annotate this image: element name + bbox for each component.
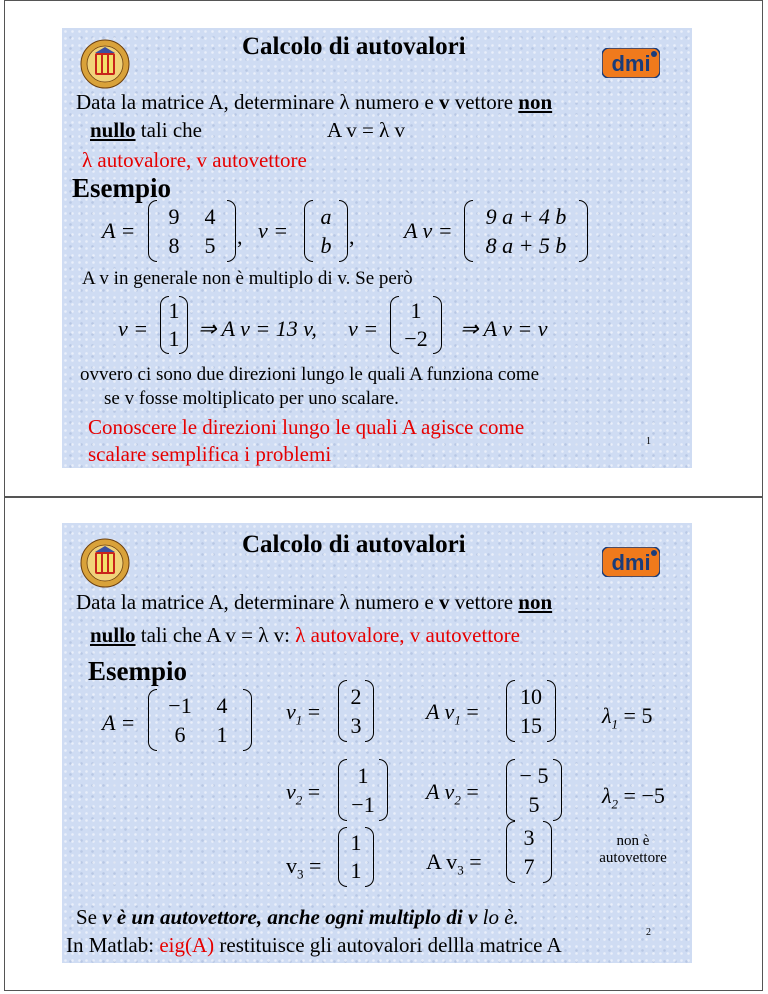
- matrix-cell: 5: [204, 233, 216, 258]
- vector-v2: [338, 759, 388, 821]
- vector-v1: [160, 296, 188, 354]
- dmi-logo-icon: [602, 547, 660, 577]
- definition-line-1: Data la matrice A, determinare λ numero e v vettore non: [76, 590, 553, 614]
- svg-text:dmi: dmi: [611, 550, 651, 575]
- definition-line-2: nullo tali che: [90, 118, 202, 142]
- vector-cell: 5: [528, 792, 540, 817]
- vector-cell: 7: [523, 854, 535, 879]
- matrix-cell: −1: [168, 693, 192, 718]
- conclusion-red-1: Conoscere le direzioni lungo le quali A agisce come: [88, 415, 525, 439]
- vector-cell: 9 a + 4 b: [485, 204, 567, 229]
- implication-2: ⇒ A v = v: [460, 316, 548, 341]
- not-eigenvector-note: non è autovettore: [599, 833, 667, 866]
- vector-cell: −2: [404, 326, 428, 351]
- vector-cell: 1: [357, 763, 369, 788]
- slide-title: Calcolo di autovalori: [242, 531, 466, 558]
- matrix-cell: 1: [216, 722, 228, 747]
- matrix-cell: 4: [216, 693, 228, 718]
- eigen-equation: A v = λ v: [327, 118, 406, 142]
- slide-1: dmi Calcolo di autovalori Data la matrice A, determinare λ numero e v vettore non nullo tali che A v = λ v λ autovalore, v autovettore Esempio A = 9 4 8 5 , v = a b , A v = 9 a + 4 b 8 a + 5 b A v in generale non è multiplo di v. Se però v = 1 1 ⇒ A v = 13 v, v = 1 −2 ⇒ A v = v ovvero ci sono due direzioni lungo le quali A funziona come se v fosse moltiplicato per uno scalare. Conoscere le direzioni lungo le quali A agisce come scalare semplifica i problemi 1: [62, 28, 692, 468]
- vector-v: [304, 200, 348, 262]
- eigenvalue-2: $\lambda_2 = -5$: [602, 783, 665, 812]
- matlab-note: In Matlab: eig(A) restituisce gli autovalori dellla matrice A: [66, 933, 562, 957]
- product-Av-label: A v =: [404, 218, 453, 243]
- vector-cell: 1: [410, 298, 422, 323]
- vector-cell: 10: [520, 684, 542, 709]
- vector-cell: −1: [351, 792, 375, 817]
- example-heading: Esempio: [72, 173, 172, 203]
- vector-v1: [338, 680, 374, 742]
- definition-line-1: Data la matrice A, determinare λ numero e v vettore non: [76, 90, 553, 114]
- matrix-cell: 4: [204, 204, 216, 229]
- matrix-A-label: A =: [102, 218, 136, 243]
- text-directions-2: se v fosse moltiplicato per uno scalare.: [104, 388, 399, 409]
- matrix-A: [148, 689, 252, 751]
- page-number: 2: [646, 927, 651, 938]
- vector-Av2: [506, 759, 562, 821]
- vector-v1-label: v =: [118, 316, 149, 341]
- product-Av2-label: A $v_2$ =: [426, 779, 479, 808]
- vector-cell: 1: [350, 858, 362, 883]
- conclusion-red-2: scalare semplifica i problemi: [88, 442, 332, 466]
- text-not-multiple: A v in generale non è multiplo di v. Se però: [82, 268, 413, 289]
- slide-title: Calcolo di autovalori: [242, 33, 466, 60]
- university-seal-icon: [80, 538, 130, 588]
- vector-cell: 3: [350, 713, 362, 738]
- vector-v2: [390, 296, 442, 354]
- eigenvalue-1: $\lambda_1 = 5$: [602, 703, 653, 732]
- vector-cell: b: [320, 233, 332, 258]
- matrix-A: [148, 200, 236, 262]
- vector-cell: − 5: [519, 763, 549, 788]
- text-directions-1: ovvero ci sono due direzioni lungo le quali A funziona come: [80, 364, 540, 385]
- matrix-A-label: A =: [102, 710, 136, 735]
- vector-v2-label: $v_2$ =: [286, 779, 321, 808]
- vector-v3-label: $v_3$ =: [286, 853, 322, 882]
- vector-cell: a: [320, 204, 332, 229]
- vector-v1-label: $v_1$ =: [286, 699, 321, 728]
- product-Av3-label: A $v_3$ =: [426, 849, 482, 878]
- matrix-cell: 6: [174, 722, 186, 747]
- product-Av1-label: A $v_1$ =: [426, 699, 479, 728]
- slide-2: [62, 523, 692, 963]
- vector-cell: 15: [520, 713, 542, 738]
- matrix-cell: 8: [168, 233, 180, 258]
- vector-Av3: [506, 821, 552, 883]
- implication-1: ⇒ A v = 13 v,: [198, 316, 317, 341]
- vector-cell: 1: [168, 326, 180, 351]
- page-number: 1: [646, 436, 651, 447]
- vector-Av1: [506, 680, 556, 742]
- vector-cell: 8 a + 5 b: [485, 233, 567, 258]
- vector-Av: [464, 200, 588, 262]
- svg-text:dmi: dmi: [611, 51, 651, 76]
- eigen-terms-red: λ autovalore, v autovettore: [82, 148, 307, 172]
- vector-v-label: v =: [258, 218, 289, 243]
- multiple-eigenvector-note: Se v è un autovettore, anche ogni multiplo di v lo è.: [76, 905, 519, 929]
- vector-cell: 1: [168, 298, 180, 323]
- vector-cell: 3: [523, 825, 535, 850]
- vector-v3: [338, 827, 374, 887]
- vector-cell: 1: [350, 830, 362, 855]
- example-heading: Esempio: [88, 656, 188, 686]
- definition-line-2: nullo tali che A v = λ v: λ autovalore, v autovettore: [90, 623, 520, 647]
- vector-cell: 2: [350, 684, 362, 709]
- dmi-logo-icon: [602, 48, 660, 78]
- university-seal-icon: [80, 39, 130, 89]
- vector-v2-label: v =: [348, 316, 379, 341]
- matrix-cell: 9: [168, 204, 180, 229]
